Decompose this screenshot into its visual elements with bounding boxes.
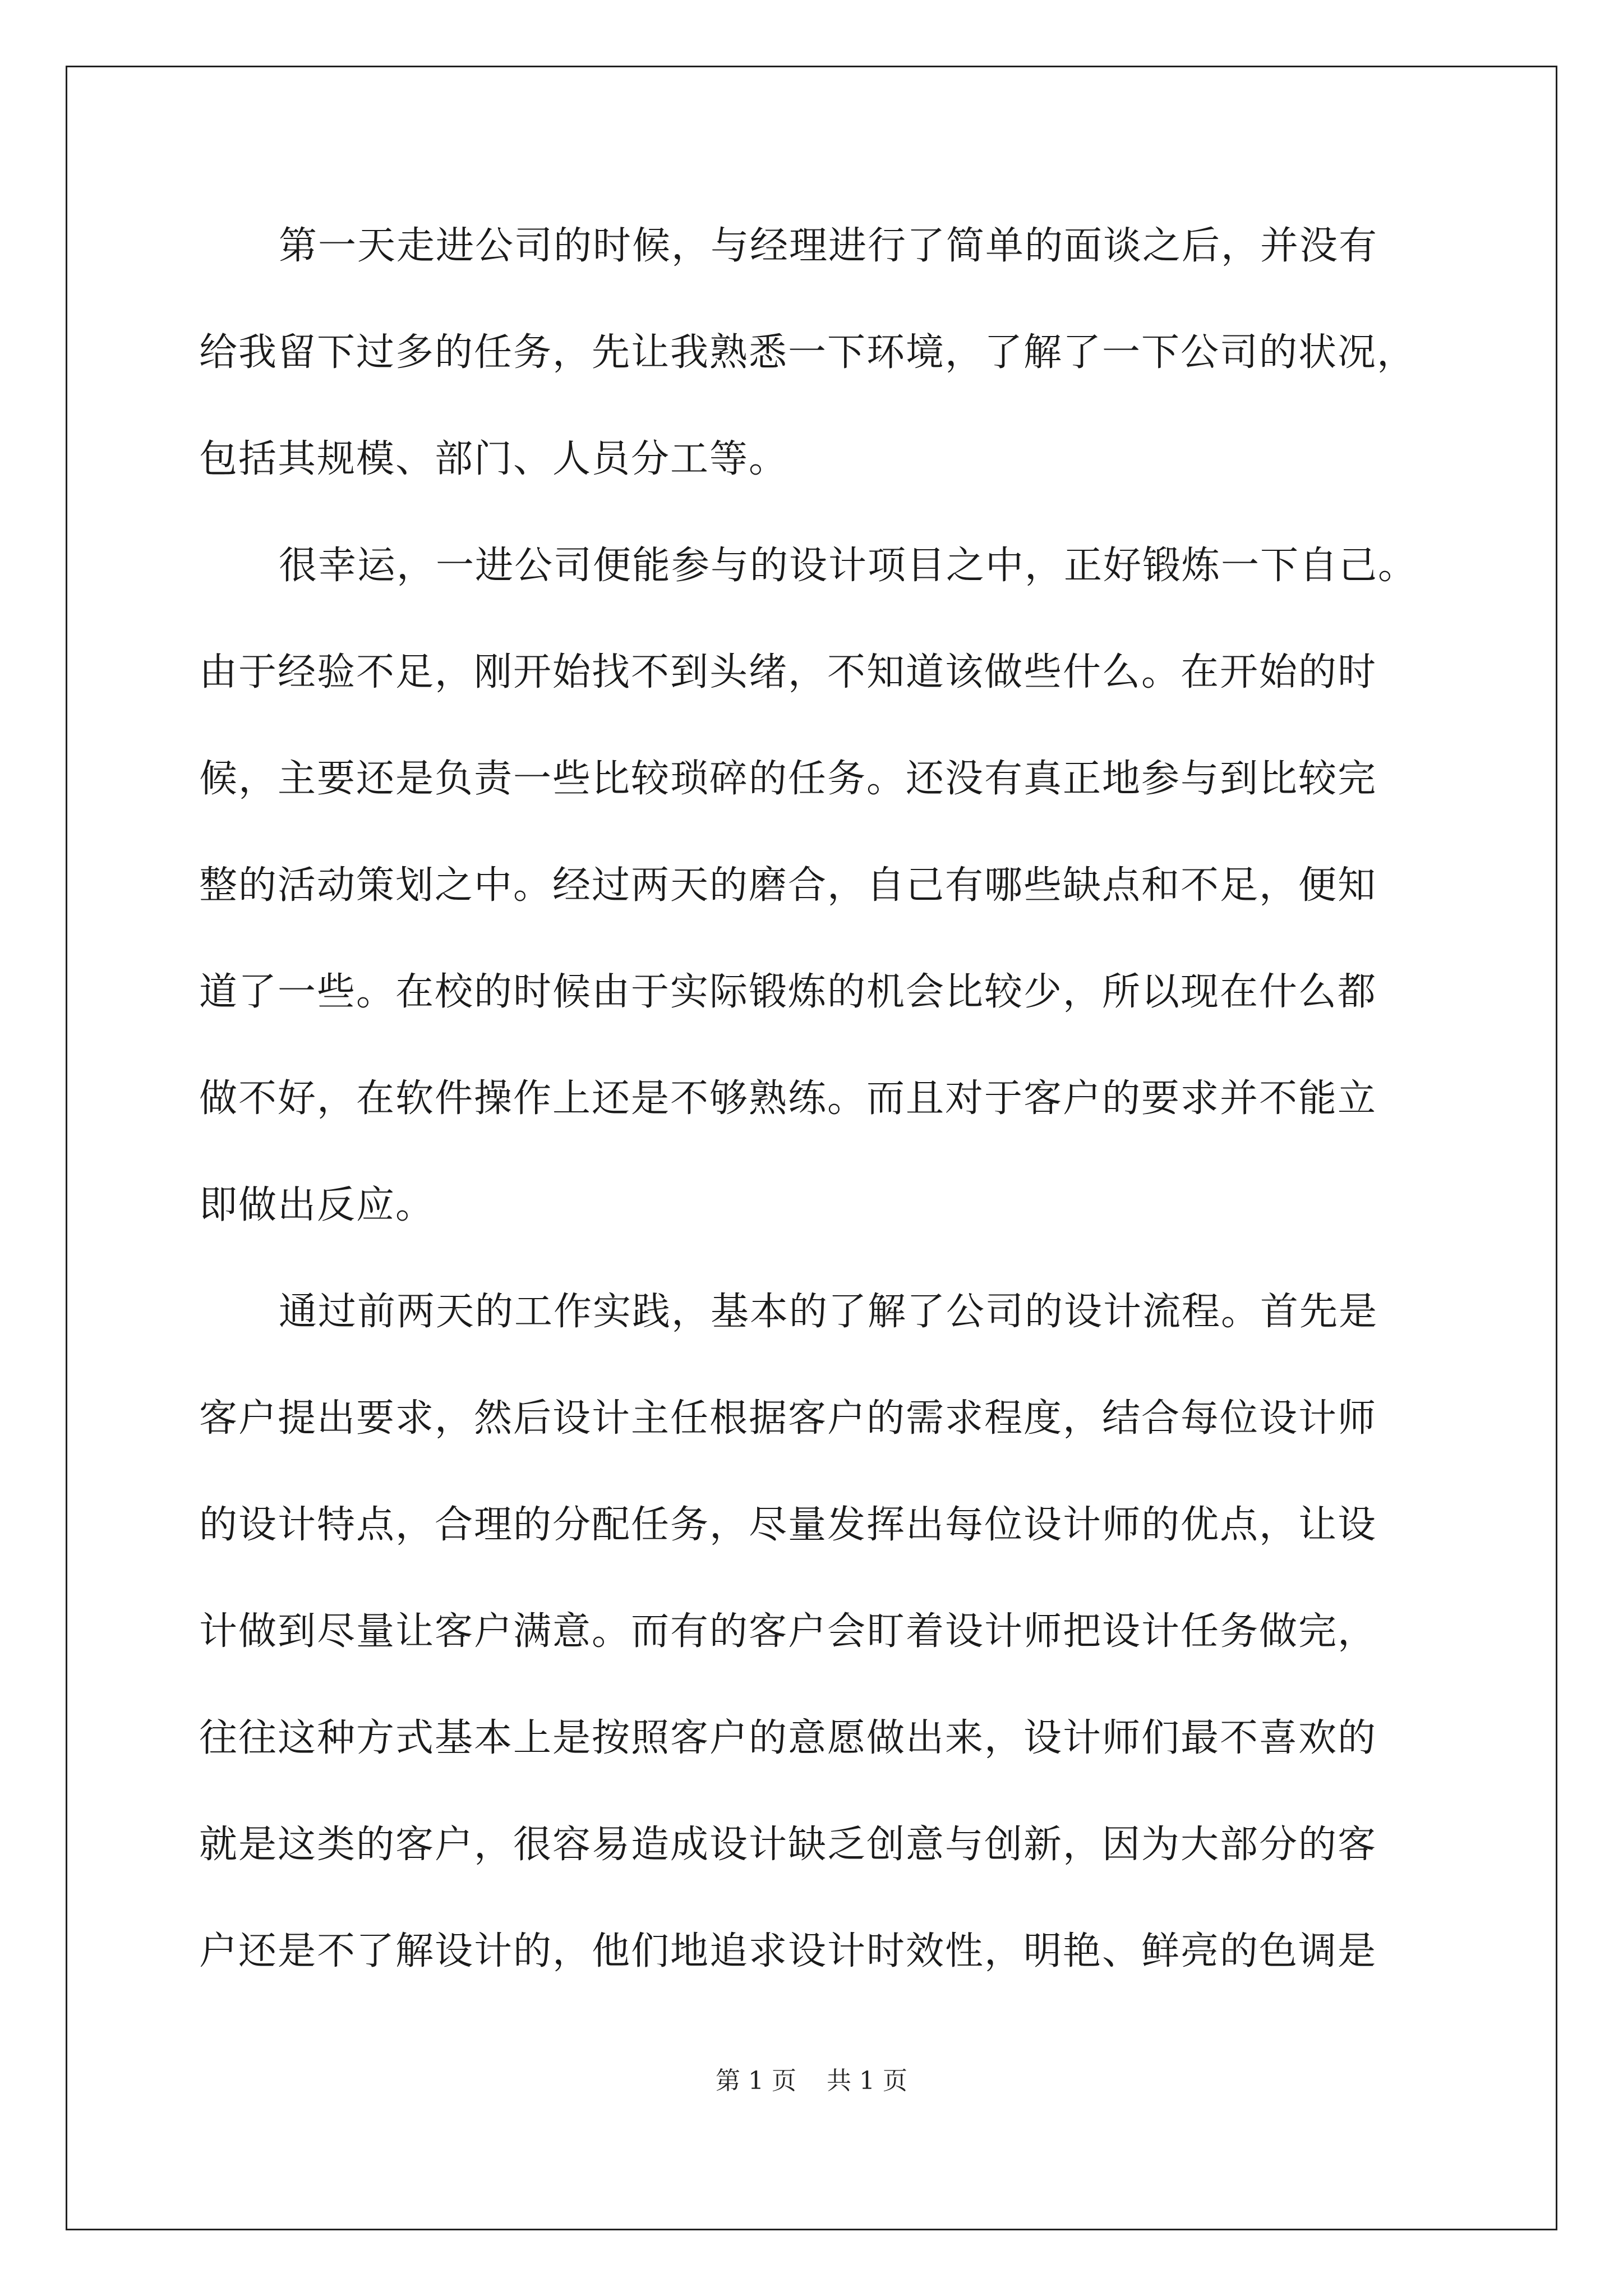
paragraph-3-line-4: 计做到尽量让客户满意。而有的客户会盯着设计师把设计任务做完， (199, 1609, 1377, 1654)
page-count: 共 1 页 (827, 2067, 907, 2095)
page-border (66, 66, 1557, 2230)
paragraph-1-line-1: 第一天走进公司的时候，与经理进行了简单的面谈之后，并没有 (279, 224, 1378, 268)
paragraph-2-line-5: 道了一些。在校的时候由于实际锻炼的机会比较少，所以现在什么都 (199, 970, 1377, 1014)
paragraph-1-line-3: 包括其规模、部门、人员分工等。 (199, 437, 789, 481)
paragraph-2-line-1: 很幸运，一进公司便能参与的设计项目之中，正好锻炼一下自己。 (279, 544, 1418, 588)
paragraph-3-line-1: 通过前两天的工作实践，基本的了解了公司的设计流程。首先是 (279, 1290, 1378, 1334)
paragraph-3-line-2: 客户提出要求，然后设计主任根据客户的需求程度，结合每位设计师 (199, 1396, 1377, 1441)
paragraph-2-line-4: 整的活动策划之中。经过两天的磨合，自己有哪些缺点和不足，便知 (199, 863, 1377, 908)
paragraph-2-line-6: 做不好，在软件操作上还是不够熟练。而且对于客户的要求并不能立 (199, 1076, 1377, 1121)
paragraph-2-line-7: 即做出反应。 (199, 1183, 435, 1227)
paragraph-2-line-2: 由于经验不足，刚开始找不到头绪，不知道该做些什么。在开始的时 (199, 650, 1377, 694)
paragraph-3-line-5: 往往这种方式基本上是按照客户的意愿做出来，设计师们最不喜欢的 (199, 1716, 1377, 1760)
page-footer (0, 2064, 1623, 2098)
paragraph-2-line-3: 候，主要还是负责一些比较琐碎的任务。还没有真正地参与到比较完 (199, 757, 1377, 801)
paragraph-1-line-2: 给我留下过多的任务，先让我熟悉一下环境，了解了一下公司的状况， (199, 330, 1417, 375)
page-number: 第 1 页 (716, 2067, 796, 2095)
paragraph-3-line-7: 户还是不了解设计的，他们地追求设计时效性，明艳、鲜亮的色调是 (199, 1929, 1377, 1973)
paragraph-3-line-6: 就是这类的客户，很容易造成设计缺乏创意与创新，因为大部分的客 (199, 1823, 1377, 1867)
paragraph-3-line-3: 的设计特点，合理的分配任务，尽量发挥出每位设计师的优点，让设 (199, 1503, 1377, 1547)
